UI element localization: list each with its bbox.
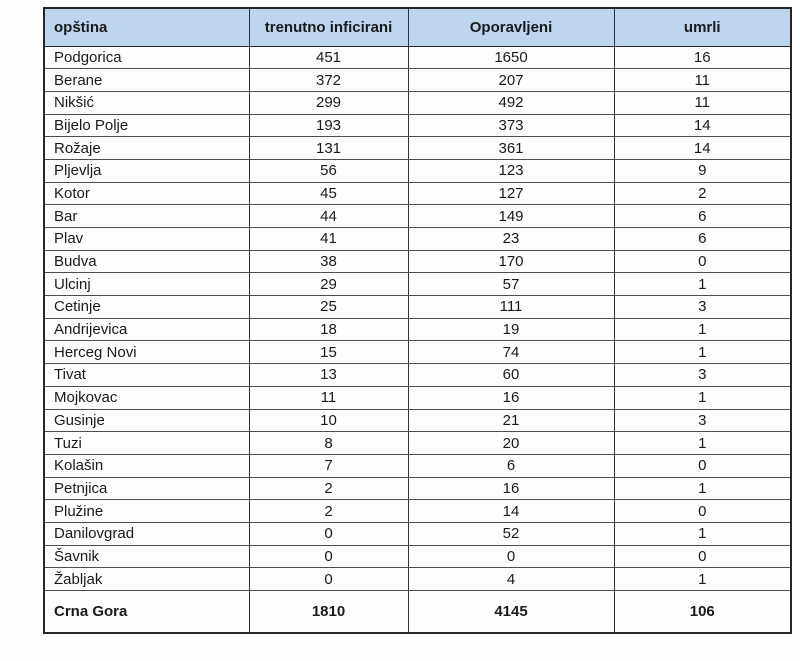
table-row [44,91,791,114]
cell-recovered: 127 [408,182,614,205]
cell-currently-infected: 0 [249,568,408,591]
cell-deaths: 16 [614,46,791,69]
cell-deaths: 11 [614,91,791,114]
cell-currently-infected: 44 [249,205,408,228]
cell-deaths: 1 [614,522,791,545]
cell-municipality: Bar [44,205,249,228]
header-trenutno-inficirani: trenutno inficirani [249,8,408,46]
cell-recovered: 4 [408,568,614,591]
cell-municipality: Petnjica [44,477,249,500]
table-row [44,432,791,455]
table-row [44,341,791,364]
cell-deaths: 0 [614,454,791,477]
cell-municipality: Plužine [44,500,249,523]
cell-recovered: 111 [408,296,614,319]
cell-deaths: 1 [614,318,791,341]
table-row [44,159,791,182]
cell-deaths: 9 [614,159,791,182]
cell-currently-infected: 41 [249,228,408,251]
cell-municipality: Mojkovac [44,386,249,409]
cell-municipality: Andrijevica [44,318,249,341]
cell-currently-infected: 131 [249,137,408,160]
cell-deaths: 6 [614,205,791,228]
table-row [44,114,791,137]
table-row [44,250,791,273]
cell-deaths: 3 [614,364,791,387]
cell-recovered: 373 [408,114,614,137]
cell-deaths: 0 [614,545,791,568]
total-label: Crna Gora [44,591,249,633]
table-row [44,568,791,591]
cell-deaths: 1 [614,477,791,500]
cell-municipality: Tuzi [44,432,249,455]
cell-municipality: Cetinje [44,296,249,319]
cell-municipality: Kolašin [44,454,249,477]
cell-currently-infected: 0 [249,522,408,545]
cell-deaths: 2 [614,182,791,205]
header-row [44,8,791,46]
table-row [44,273,791,296]
table-row [44,318,791,341]
cell-recovered: 492 [408,91,614,114]
cell-currently-infected: 299 [249,91,408,114]
cell-municipality: Podgorica [44,46,249,69]
table-row [44,409,791,432]
cell-recovered: 74 [408,341,614,364]
cell-currently-infected: 25 [249,296,408,319]
cell-recovered: 21 [408,409,614,432]
cell-deaths: 0 [614,250,791,273]
cell-recovered: 19 [408,318,614,341]
cell-recovered: 123 [408,159,614,182]
cell-deaths: 1 [614,386,791,409]
cell-recovered: 149 [408,205,614,228]
table-row [44,46,791,69]
cell-recovered: 16 [408,477,614,500]
cell-municipality: Bijelo Polje [44,114,249,137]
table-row [44,137,791,160]
table-row [44,545,791,568]
cell-recovered: 16 [408,386,614,409]
cell-currently-infected: 45 [249,182,408,205]
total-row [44,591,791,633]
cell-currently-infected: 38 [249,250,408,273]
cell-municipality: Kotor [44,182,249,205]
cell-municipality: Rožaje [44,137,249,160]
cell-municipality: Herceg Novi [44,341,249,364]
cell-deaths: 6 [614,228,791,251]
cell-currently-infected: 18 [249,318,408,341]
header-umrli: umrli [614,8,791,46]
cell-recovered: 20 [408,432,614,455]
cell-currently-infected: 13 [249,364,408,387]
total-infected: 1810 [249,591,408,633]
cell-currently-infected: 29 [249,273,408,296]
cell-deaths: 3 [614,296,791,319]
cell-recovered: 0 [408,545,614,568]
cell-recovered: 361 [408,137,614,160]
table-row [44,477,791,500]
cell-municipality: Šavnik [44,545,249,568]
cell-currently-infected: 8 [249,432,408,455]
cell-recovered: 23 [408,228,614,251]
cell-deaths: 1 [614,568,791,591]
cell-currently-infected: 7 [249,454,408,477]
table-row [44,386,791,409]
cell-municipality: Tivat [44,364,249,387]
cell-currently-infected: 2 [249,500,408,523]
cell-deaths: 11 [614,69,791,92]
cell-currently-infected: 0 [249,545,408,568]
cell-recovered: 6 [408,454,614,477]
cell-deaths: 3 [614,409,791,432]
cell-municipality: Žabljak [44,568,249,591]
cell-deaths: 14 [614,137,791,160]
cell-recovered: 52 [408,522,614,545]
cell-recovered: 60 [408,364,614,387]
cell-currently-infected: 451 [249,46,408,69]
cell-municipality: Pljevlja [44,159,249,182]
cell-municipality: Gusinje [44,409,249,432]
cell-recovered: 1650 [408,46,614,69]
table-row [44,454,791,477]
header-oporavljeni: Oporavljeni [408,8,614,46]
cell-municipality: Budva [44,250,249,273]
table-body [44,46,791,591]
cell-municipality: Danilovgrad [44,522,249,545]
cell-municipality: Nikšić [44,91,249,114]
cell-municipality: Ulcinj [44,273,249,296]
table-row [44,500,791,523]
table-row [44,364,791,387]
cell-currently-infected: 193 [249,114,408,137]
cell-currently-infected: 11 [249,386,408,409]
table-row [44,69,791,92]
cell-recovered: 14 [408,500,614,523]
total-recovered: 4145 [408,591,614,633]
cell-municipality: Berane [44,69,249,92]
cell-recovered: 170 [408,250,614,273]
cell-deaths: 1 [614,341,791,364]
total-deaths: 106 [614,591,791,633]
table-row [44,522,791,545]
header-opstina: opština [44,8,249,46]
cell-currently-infected: 2 [249,477,408,500]
covid-municipality-table [43,7,792,634]
table-row [44,205,791,228]
table-row [44,182,791,205]
cell-recovered: 207 [408,69,614,92]
table-row [44,296,791,319]
cell-deaths: 0 [614,500,791,523]
cell-currently-infected: 56 [249,159,408,182]
cell-deaths: 1 [614,432,791,455]
table-row [44,228,791,251]
cell-currently-infected: 10 [249,409,408,432]
cell-recovered: 57 [408,273,614,296]
cell-currently-infected: 372 [249,69,408,92]
cell-currently-infected: 15 [249,341,408,364]
cell-deaths: 1 [614,273,791,296]
cell-deaths: 14 [614,114,791,137]
cell-municipality: Plav [44,228,249,251]
